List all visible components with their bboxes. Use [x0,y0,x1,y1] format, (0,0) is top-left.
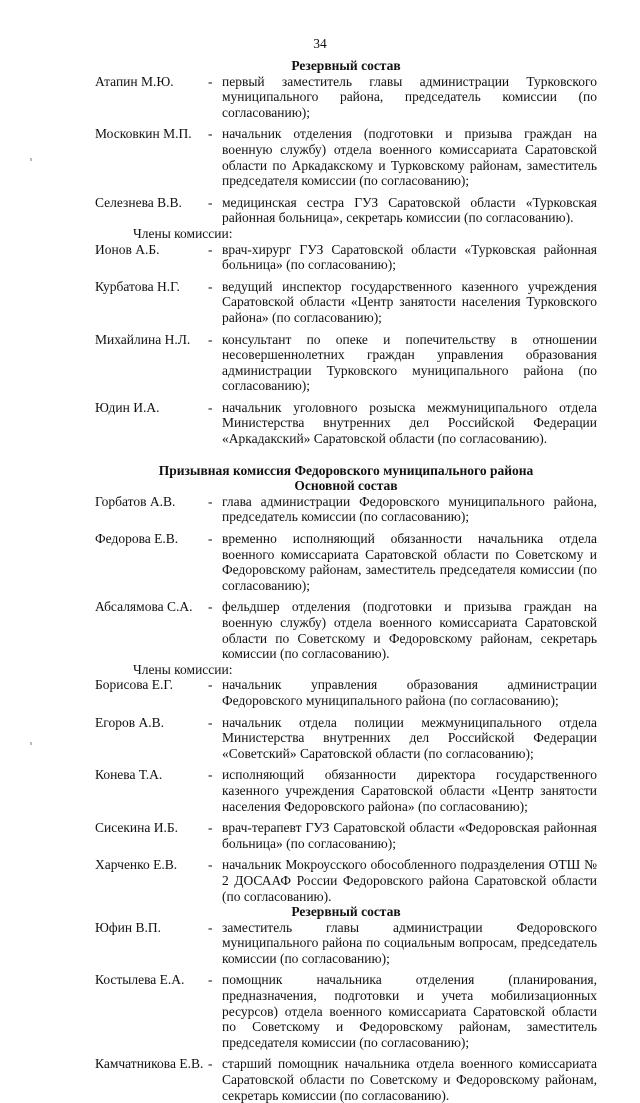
member-entry [95,332,597,394]
member-entry [95,677,597,708]
member-entry [95,857,597,904]
main-heading-fedorovsky: Основной состав [294,478,398,494]
reserve-heading-turkovsky: Резервный состав [291,58,401,73]
dash-separator: - [208,919,213,935]
member-name: Юфин В.П. [95,919,161,935]
document-body [95,58,597,1103]
fedorovsky-main-list [95,494,597,662]
member-entry [95,74,597,121]
dash-separator: - [208,531,213,547]
member-name: Егоров А.В. [95,714,164,730]
member-entry [95,242,597,273]
dash-separator: - [208,493,213,509]
member-name: Юдин И.А. [95,399,160,415]
member-name: Московкин М.П. [95,126,192,142]
member-entry [95,126,597,188]
member-name: Сисекина И.Б. [95,820,179,836]
member-entry [95,599,597,661]
member-role: начальник отдела полиции межмуниципального отдела Министерства внутренних дел Российской Федерации «Советский» Саратовской области (по согласованию); [222,714,597,761]
member-role: исполняющий обязанности директора государственного казенного учреждения Саратовской области «Центр занятости населения Федоровского района» (по согласованию); [222,767,597,814]
fedorovsky-members-list [95,677,597,904]
member-name: Абсалямова С.А. [95,599,193,615]
member-role: врач-хирург ГУЗ Саратовской области «Турковская районная больница» (по согласованию); [222,241,597,273]
member-name: Курбатова Н.Г. [95,278,180,294]
member-entry [95,972,597,1050]
member-role: помощник начальника отделения (планирования, предназначения, подготовки и учета мобилизационных ресурсов) отдела военного комиссариата Саратовской области по Советскому и Федоровскому районам, заместитель председателя комиссии (по согласованию); [222,972,597,1050]
member-role: начальник Мокроусского обособленного подразделения ОТШ № 2 ДОСААФ России Федоровского района Саратовской области (по согласованию). [222,857,597,904]
member-role: врач-терапевт ГУЗ Саратовской области «Федоровская районная больница» (по согласованию); [222,820,597,851]
member-name: Харченко Е.В. [95,857,178,873]
members-label-turkovsky: Члены комиссии: [133,225,233,241]
member-entry [95,400,597,447]
member-role: глава администрации Федоровского муниципального района, председатель комиссии (по согласованию); [222,493,597,525]
member-name: Михайлина Н.Л. [95,331,191,347]
page-number: 34 [313,36,327,51]
dash-separator: - [208,194,213,210]
dash-separator: - [208,241,213,257]
member-entry [95,767,597,814]
member-name: Горбатов А.В. [95,493,176,509]
scan-mark [30,158,32,161]
member-role: начальник уголовного розыска межмуниципального отдела Министерства внутренних дел Российской Федерации «Аркадакский» Саратовской области (по согласованию). [222,399,597,447]
member-name: Ионов А.Б. [95,241,160,257]
reserve-heading-fedorovsky: Резервный состав [291,904,401,920]
member-name: Селезнева В.В. [95,194,182,210]
dash-separator: - [208,399,213,415]
dash-separator: - [208,972,213,988]
dash-separator: - [208,820,213,836]
dash-separator: - [208,677,213,693]
member-role: заместитель главы администрации Федоровского муниципального района по социальным вопросам, председатель комиссии (по согласованию); [222,919,597,966]
member-entry [95,820,597,851]
dash-separator: - [208,126,213,142]
commission-title-fedorovsky: Призывная комиссия Федоровского муниципального района [158,462,534,478]
scan-mark [30,742,32,745]
member-entry [95,920,597,967]
dash-separator: - [208,73,213,89]
dash-separator: - [208,331,213,347]
member-role: начальник отделения (подготовки и призыва граждан на военную службу) отдела военного комиссариата Саратовской области по Аркадакскому и Турковскому районам, заместитель председателя комиссии (по согласованию); [222,126,597,189]
member-entry [95,195,597,226]
member-entry [95,1056,597,1103]
member-role: консультант по опеке и попечительству в отношении несовершеннолетних граждан управления образования администрации Турковского муниципального района (по согласованию); [222,331,597,394]
member-entry [95,279,597,326]
turkovsky-reserve-list [95,74,597,226]
member-name: Федорова Е.В. [95,531,179,547]
member-role: временно исполняющий обязанности начальника отдела военного комиссариата Саратовской области по Советскому и Федоровскому районам, заместитель председателя комиссии (по согласованию); [222,531,597,593]
members-label-fedorovsky: Члены комиссии: [133,661,233,677]
dash-separator: - [208,767,213,783]
member-role: фельдшер отделения (подготовки и призыва граждан на военную службу) отдела военного комиссариата Саратовской области по Советскому и Федоровскому районам, секретарь комиссии (по согласованию). [222,599,597,662]
dash-separator: - [208,714,213,730]
dash-separator: - [208,278,213,294]
dash-separator: - [208,599,213,615]
member-role: медицинская сестра ГУЗ Саратовской области «Турковская районная больница», секретарь комиссии (по согласованию). [222,194,597,226]
member-name: Атапин М.Ю. [95,73,174,89]
member-role: ведущий инспектор государственного казенного учреждения Саратовской области «Центр занятости населения Турковского района» (по согласованию); [222,278,597,325]
dash-separator: - [208,857,213,873]
member-role: первый заместитель главы администрации Турковского муниципального района, председатель комиссии (по согласованию); [222,73,597,120]
member-entry [95,531,597,593]
member-name: Камчатникова Е.В. [95,1056,204,1072]
member-name: Борисова Е.Г. [95,677,174,693]
member-role: старший помощник начальника отдела военного комиссариата Саратовской области по Советскому и Федоровскому районам, секретарь комиссии (по согласованию). [222,1056,597,1103]
member-entry [95,494,597,525]
dash-separator: - [208,1056,213,1072]
fedorovsky-reserve-list [95,920,597,1103]
member-entry [95,715,597,762]
member-name: Конева Т.А. [95,767,163,783]
member-role: начальник управления образования администрации Федоровского муниципального района (по согласованию); [222,677,597,708]
member-name: Костылева Е.А. [95,972,185,988]
turkovsky-members-list [95,242,597,447]
